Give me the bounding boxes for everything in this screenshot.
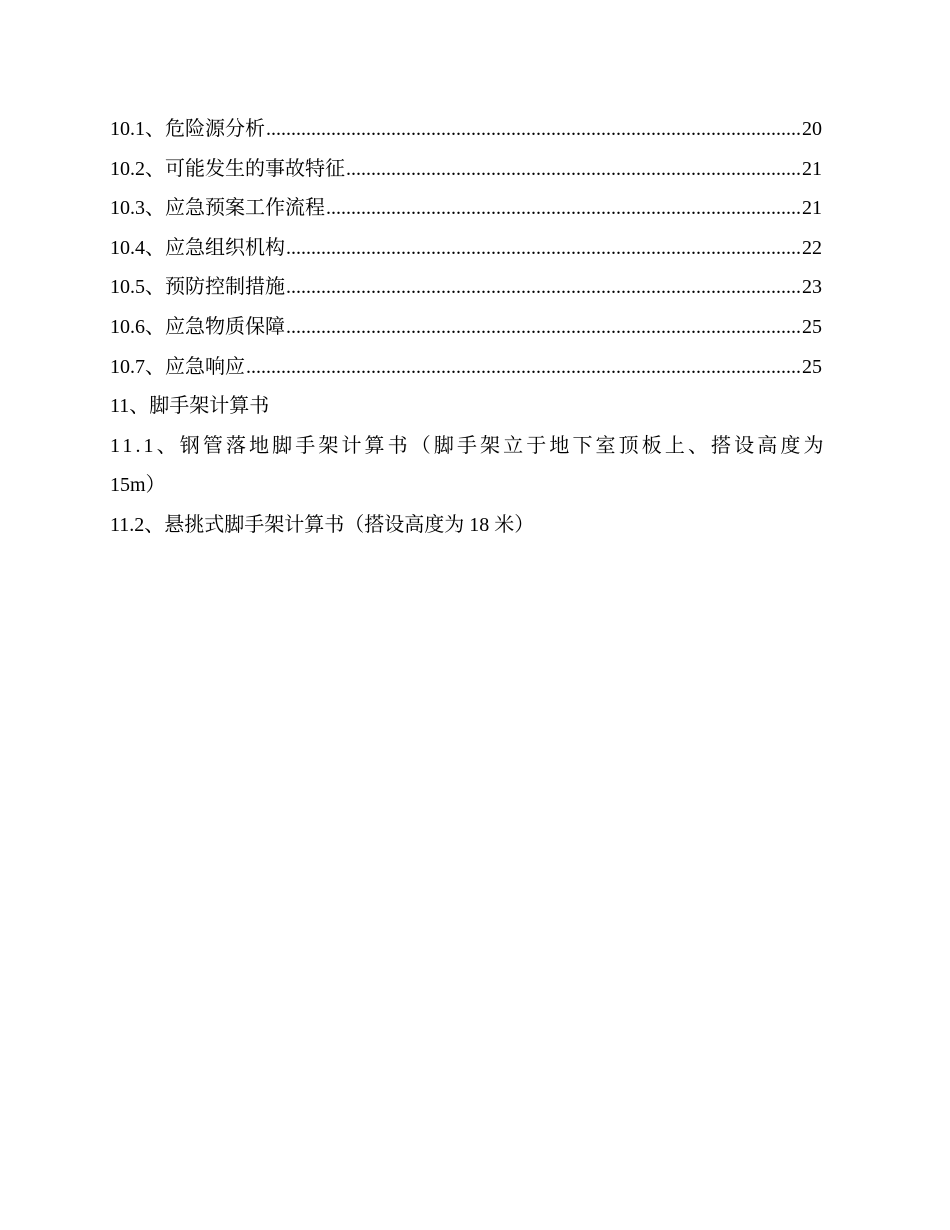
toc-entry-label: 10.2、可能发生的事故特征 (110, 157, 345, 180)
toc-entry-label: 10.1、危险源分析 (110, 118, 265, 140)
toc-entry-page: 22 (802, 236, 822, 259)
toc-entry-10-7[interactable] (110, 348, 822, 388)
toc-entry-label: 10.4、应急组织机构 (110, 236, 285, 259)
toc-entry-11-2[interactable]: 11.2、悬挑式脚手架计算书（搭设高度为 18 米） (110, 513, 535, 536)
table-of-contents (110, 110, 827, 546)
toc-entry-10-6[interactable] (110, 308, 822, 348)
toc-entry-11-1-line1: 11.1、钢管落地脚手架计算书（脚手架立于地下室顶板上、搭设高度为 (110, 434, 827, 457)
toc-entry-10-1[interactable] (110, 110, 822, 150)
toc-leader-dots (286, 229, 801, 269)
toc-entry-page: 23 (802, 276, 822, 299)
toc-leader-dots (326, 189, 801, 229)
toc-leader-dots (266, 110, 801, 150)
toc-entry-label: 10.5、预防控制措施 (110, 276, 285, 299)
toc-entry-page: 21 (802, 157, 822, 180)
toc-entry-label: 10.3、应急预案工作流程 (110, 197, 325, 220)
toc-section-heading-11[interactable]: 11、脚手架计算书 (110, 395, 270, 418)
toc-entry-10-4[interactable] (110, 229, 822, 269)
toc-entry-page: 20 (802, 118, 822, 140)
toc-entry-11-1-line2: 15m） (110, 474, 166, 497)
toc-entry-10-3[interactable] (110, 189, 822, 229)
toc-entry-label: 10.6、应急物质保障 (110, 315, 285, 338)
toc-leader-dots (246, 348, 801, 388)
toc-entry-page: 25 (802, 355, 822, 378)
toc-entry-page: 25 (802, 315, 822, 338)
toc-leader-dots (286, 308, 801, 348)
toc-entry-page: 21 (802, 197, 822, 220)
toc-entry-label: 10.7、应急响应 (110, 355, 245, 378)
toc-leader-dots (346, 150, 801, 190)
toc-entry-10-2[interactable] (110, 150, 822, 190)
toc-entry-11-1[interactable] (110, 427, 838, 506)
toc-entry-10-5[interactable] (110, 268, 822, 308)
toc-leader-dots (286, 268, 801, 308)
